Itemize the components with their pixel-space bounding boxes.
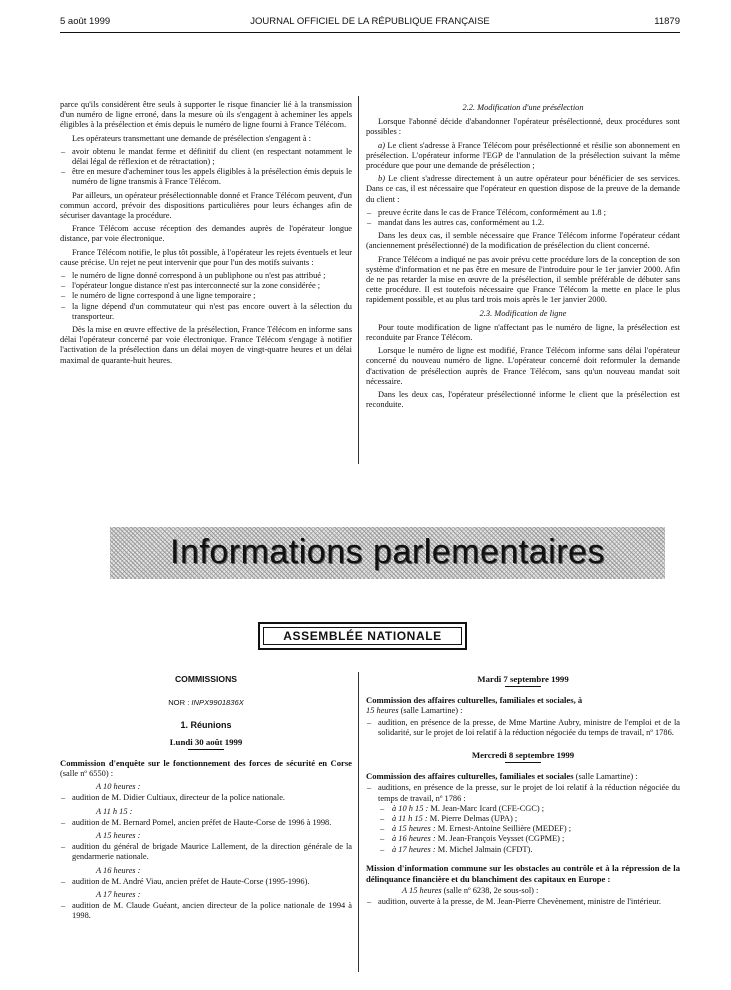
list-item xyxy=(366,824,680,834)
list-item: – la ligne dépend d'un commutateur qui n'est pas encore ouvert à la sélection du transporteur. xyxy=(60,302,352,322)
banner-title: Informations parlementaires xyxy=(170,533,605,571)
list-item: – mandat dans les autres cas, conformément au 1.2. xyxy=(366,218,680,228)
speaker: M. Michel Jalmain (CFDT). xyxy=(435,844,533,854)
commission-title: Mission d'information commune sur les obstacles au contrôle et à la répression de la délinquance financière et du blanchiment des capitaux en Europe : xyxy=(366,862,680,885)
nor-value: INPX9901836X xyxy=(191,698,244,708)
day-title: Lundi 30 août 1999 xyxy=(169,736,243,747)
paragraph: Pour toute modification de ligne n'affectant pas le numéro de ligne, la présélection est reconduite par France Télécom. xyxy=(366,322,680,343)
bullet-list xyxy=(366,718,680,738)
column-divider xyxy=(358,96,359,464)
speaker: M. Jean-François Veysset (CGPME) ; xyxy=(435,834,565,844)
header-page-number: 11879 xyxy=(654,16,680,27)
item-text: Le client s'adresse directement à un autre opérateur pour bénéficier de ses services. Dans ce cas, il est nécessaire que l'opérateur en question dispose de la preuve de la demande du client : xyxy=(366,174,680,204)
bullet-list xyxy=(366,897,680,907)
list-item: – avoir obtenu le mandat ferme et définitif du client (en respectant notamment le délai légal de réflexion et de rétractation) ; xyxy=(60,147,352,167)
list-item: – audition de M. Claude Guéant, ancien directeur de la police nationale de 1994 à 1998. xyxy=(60,901,352,921)
paragraph: France Télécom a indiqué ne pas avoir prévu cette procédure lors de la conception de son système d'information et ne pas être en mesure de l'introduire pour le 1er janvier 2000. Afin de ne pas retarder la mise en œuvre de la présélection, il semble préférable de débuter sans cette procédure. Il est toutefois nécessaire que France Télécom la mette en place le plus rapidement possible, et au plus tard trois mois après le 1er janvier 2000. xyxy=(366,254,680,305)
day-rule xyxy=(188,749,224,750)
paragraph: Dans les deux cas, l'opérateur présélectionné informe le client que la présélection est reconduite. xyxy=(366,390,680,410)
bullet-list xyxy=(60,147,352,188)
bullet-list xyxy=(366,208,680,228)
bullet-list xyxy=(60,877,352,887)
bottom-right-column xyxy=(366,674,680,911)
commission-entry xyxy=(60,758,352,779)
paragraph xyxy=(366,174,680,205)
item-label: b) xyxy=(378,174,385,184)
list-item xyxy=(366,814,680,824)
column-divider xyxy=(358,672,359,972)
list-item: – audition de M. Didier Cultiaux, directeur de la police nationale. xyxy=(60,793,352,803)
item-label: a) xyxy=(378,140,385,150)
section-title: 1. Réunions xyxy=(180,720,232,731)
header-journal-title: JOURNAL OFFICIEL DE LA RÉPUBLIQUE FRANÇAISE xyxy=(250,16,490,27)
list-item: – audition, en présence de la presse, de Mme Martine Aubry, ministre de l'emploi et de la solidarité, sur le projet de loi relatif à la réduction négociée du temps de travail, nº 1786. xyxy=(366,718,680,738)
day-rule xyxy=(505,686,541,687)
bullet-list xyxy=(60,793,352,803)
nor-label: NOR : xyxy=(168,698,192,708)
session-time: à 10 h 15 : xyxy=(392,803,429,813)
paragraph: Dans les deux cas, il semble nécessaire que France Télécom informe l'opérateur cédant (anciennement présélectionné) de la modification de présélection du client concerné. xyxy=(366,231,680,251)
commission-entry xyxy=(366,863,680,885)
session-time: A 15 heures xyxy=(402,886,442,896)
bullet-list xyxy=(60,271,352,322)
list-item: – audition du général de brigade Maurice Lallement, de la direction générale de la gendarmerie nationale. xyxy=(60,842,352,862)
paragraph: Les opérateurs transmettant une demande de présélection s'engagent à : xyxy=(72,133,311,143)
list-item xyxy=(366,804,680,814)
page-header xyxy=(60,16,680,30)
day-title: Mardi 7 septembre 1999 xyxy=(477,674,569,684)
speaker: M. Pierre Delmas (UPA) ; xyxy=(427,814,518,824)
session-time: A 10 heures : xyxy=(96,782,141,792)
commissions-heading: COMMISSIONS xyxy=(174,674,238,684)
list-item: – auditions, en présence de la presse, sur le projet de loi relatif à la réduction négociée du temps de travail, nº 1786 : xyxy=(366,783,680,803)
session-time: A 16 heures : xyxy=(96,865,141,875)
session-time: A 17 heures : xyxy=(96,890,141,900)
session-time: à 16 heures : xyxy=(392,834,436,844)
commission-title: Commission des affaires culturelles, familiales et sociales, à xyxy=(366,695,583,706)
paragraph: France Télécom accuse réception des demandes auprès de l'opérateur longue distance, par voie électronique. xyxy=(60,224,352,244)
session-time: A 11 h 15 : xyxy=(96,806,133,816)
commission-room: (salle Lamartine) : xyxy=(398,706,463,716)
commission-time: 15 heures xyxy=(366,706,399,716)
list-item xyxy=(366,834,680,844)
list-item: – audition, ouverte à la presse, de M. Jean-Pierre Chevènement, ministre de l'intérieur. xyxy=(366,897,680,907)
list-item: – être en mesure d'acheminer tous les appels éligibles à la présélection émis depuis le numéro de ligne transmis à France Télécom. xyxy=(60,167,352,187)
paragraph: parce qu'ils considèrent être seuls à supporter le risque financier lié à la transmission d'un numéro de ligne erroné, dans la mesure où ils s'engagent à acheminer les appels éligibles à la présélection et émis depuis le numéro de ligne fourni à France Télécom. xyxy=(60,100,352,130)
commission-room: (salle nº 6550) : xyxy=(60,769,114,779)
commission-entry xyxy=(366,771,680,782)
day-rule xyxy=(505,762,541,763)
paragraph: Dès la mise en œuvre effective de la présélection, France Télécom en informe sans délai l'opérateur concerné par voie électronique. France Télécom s'engage à notifier l'activation de la présélection dans un délai moyen de vingt-quatre heures et un délai maximal de quarante-huit heures. xyxy=(60,325,352,365)
bullet-list xyxy=(60,901,352,921)
paragraph: Lorsque l'abonné décide d'abandonner l'opérateur présélectionné, deux procédures sont possibles : xyxy=(366,117,680,137)
bullet-list xyxy=(60,842,352,862)
commission-room: (salle Lamartine) : xyxy=(573,772,638,782)
paragraph xyxy=(366,141,680,172)
item-text: Le client s'adresse à France Télécom pour présélectionné et résilie son abonnement en présélection. L'opérateur informe l'EGP de l'annulation de la présélection suivant la même procédure que pour une demande de présélection ; xyxy=(366,140,680,171)
session-time: à 17 heures : xyxy=(392,844,436,854)
session-time: à 15 heures : xyxy=(392,824,436,834)
bottom-left-column xyxy=(60,674,352,925)
header-rule xyxy=(60,32,680,33)
top-right-column xyxy=(366,100,680,413)
bullet-list xyxy=(60,818,352,828)
commission-entry xyxy=(366,695,680,716)
list-item xyxy=(366,845,680,855)
list-item: – audition de M. André Viau, ancien préfet de Haute-Corse (1995-1996). xyxy=(60,877,352,887)
section-heading: 2.2. Modification d'une présélection xyxy=(462,103,584,112)
session-time: à 11 h 15 : xyxy=(392,814,428,824)
assemblee-nationale-title: ASSEMBLÉE NATIONALE xyxy=(263,627,462,645)
commission-title: Commission d'enquête sur le fonctionnement des forces de sécurité en Corse xyxy=(60,757,352,768)
assemblee-nationale-box xyxy=(258,622,467,650)
session-line xyxy=(366,886,680,896)
list-item: – le numéro de ligne correspond à une ligne temporaire ; xyxy=(60,291,352,301)
nor-reference xyxy=(60,698,352,708)
sub-list xyxy=(366,804,680,855)
list-item: – preuve écrite dans le cas de France Télécom, conformément au 1.8 ; xyxy=(366,208,680,218)
list-item: – audition de M. Bernard Pomel, ancien préfet de Haute-Corse de 1996 à 1998. xyxy=(60,818,352,828)
commission-room: (salle nº 6238, 2e sous-sol) : xyxy=(441,886,539,896)
informations-parlementaires-banner xyxy=(110,527,665,579)
top-left-column xyxy=(60,100,352,369)
speaker: M. Ernest-Antoine Seillière (MEDEF) ; xyxy=(435,824,572,834)
section-heading: 2.3. Modification de ligne xyxy=(479,308,567,318)
commission-title: Commission des affaires culturelles, familiales et sociales xyxy=(366,771,574,782)
list-item: – le numéro de ligne donné correspond à un publiphone ou n'est pas attribué ; xyxy=(60,271,352,281)
session-time: A 15 heures : xyxy=(96,831,141,841)
header-date: 5 août 1999 xyxy=(60,16,111,27)
list-item: – l'opérateur longue distance n'est pas interconnecté sur la zone considérée ; xyxy=(60,281,352,291)
paragraph: Par ailleurs, un opérateur présélectionnable donné et France Télécom peuvent, d'un commun accord, prévoir des dispositions particulières pour leurs échanges afin de sécuriser davantage la procédure. xyxy=(60,190,352,221)
bullet-list xyxy=(366,783,680,803)
speaker: M. Jean-Marc Icard (CFE-CGC) ; xyxy=(428,803,545,813)
paragraph: Lorsque le numéro de ligne est modifié, France Télécom informe sans délai l'opérateur concerné du nouveau numéro de ligne. L'opérateur concerné doit reformuler la demande d'activation de présélection auprès de France Télécom, sans qu'un nouveau mandat soit nécessaire. xyxy=(366,346,680,386)
day-title: Mercredi 8 septembre 1999 xyxy=(471,750,575,761)
paragraph: France Télécom notifie, le plus tôt possible, à l'opérateur les rejets éventuels et leur cause précise. Un rejet ne peut intervenir que pour l'un des motifs suivants : xyxy=(60,247,352,267)
